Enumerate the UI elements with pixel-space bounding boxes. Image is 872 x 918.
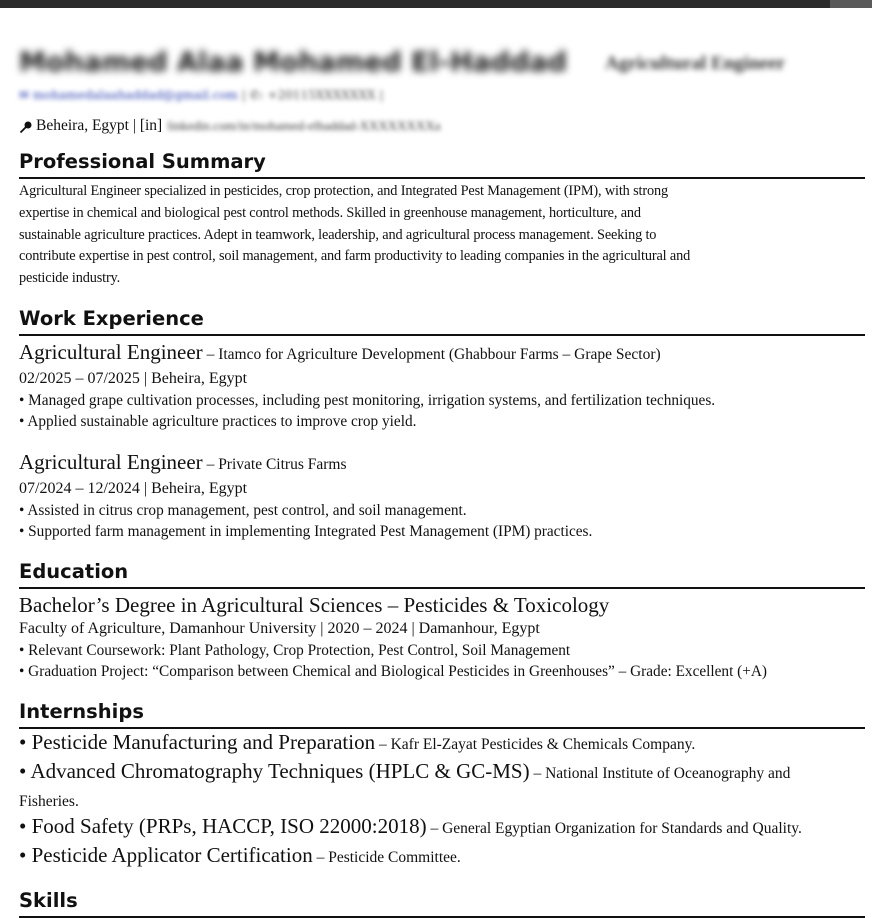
- internship-org: – National Institute of Oceanography and: [529, 765, 791, 783]
- summary-line: Agricultural Engineer specialized in pesticides, crop protection, and Integrated Pest Management (IPM), with strong: [19, 183, 668, 199]
- contact-line: [19, 84, 865, 106]
- job-bullet: • Supported farm management in implementing Integrated Pest Management (IPM) practices.: [19, 523, 593, 541]
- job-dates-location: 02/2025 – 07/2025 | Beheira, Egypt: [19, 369, 248, 387]
- internship-name: • Pesticide Applicator Certification: [19, 843, 313, 868]
- resume-page: [19, 38, 865, 918]
- internship-org: – Kafr El-Zayat Pesticides & Chemicals Company.: [375, 735, 696, 753]
- job-role: Agricultural Engineer: [19, 339, 203, 364]
- email-icon: ✉: [19, 88, 33, 102]
- summary-line: sustainable agriculture practices. Adept in teamwork, leadership, and agricultural process management. Seeking to: [19, 226, 657, 243]
- education-heading: Education: [19, 559, 865, 589]
- job-company: – Itamco for Agriculture Development (Ghabbour Farms – Grape Sector): [202, 345, 661, 363]
- internship-item: [19, 758, 865, 788]
- candidate-name: Mohamed Alaa Mohamed El-Haddad: [19, 47, 567, 78]
- education-bullet: • Graduation Project: “Comparison between Chemical and Biological Pesticides in Greenhouses” – Grade: Excellent (+A): [19, 663, 768, 681]
- email-link[interactable]: mohamedalaahaddad@gmail.com: [32, 88, 238, 102]
- phone-number: | ✆: +20115XXXXXXX |: [241, 88, 384, 102]
- window-top-bar-edge: [830, 0, 872, 8]
- summary-line: contribute expertise in pest control, soil management, and farm productivity to leading companies in the agricultural and: [19, 248, 691, 265]
- skills-heading: Skills: [19, 888, 865, 918]
- summary-text: [19, 181, 865, 290]
- job-bullet: • Assisted in citrus crop management, pest control, and soil management.: [19, 501, 467, 519]
- job-dates-location: 07/2024 – 12/2024 | Beheira, Egypt: [19, 479, 248, 497]
- candidate-title: Agricultural Engineer: [604, 53, 785, 74]
- job-heading: [19, 339, 865, 368]
- internship-name: • Advanced Chromatography Techniques (HPLC & GC-MS): [19, 759, 530, 784]
- linkedin-link[interactable]: linkedin.com/in/mohamed-elhaddad-XXXXXXXXa: [167, 118, 441, 133]
- location-text: Beheira, Egypt | [in]: [36, 117, 163, 134]
- window-top-bar: [0, 0, 872, 8]
- job-entry: [19, 339, 865, 433]
- internships-heading: Internships: [19, 699, 865, 729]
- internship-name: • Pesticide Manufacturing and Preparation: [19, 729, 376, 754]
- internship-name: • Food Safety (PRPs, HACCP, ISO 22000:2018): [19, 813, 427, 838]
- resume-header: [19, 38, 865, 78]
- job-bullet: • Managed grape cultivation processes, including pest monitoring, irrigation systems, and fertilization techniques.: [19, 391, 716, 409]
- job-company: – Private Citrus Farms: [202, 455, 347, 473]
- location-line: [19, 115, 865, 137]
- education-bullet: • Relevant Coursework: Plant Pathology, Crop Protection, Pest Control, Soil Management: [19, 641, 571, 659]
- pin-icon: [19, 119, 33, 133]
- internship-org: – General Egyptian Organization for Standards and Quality.: [426, 819, 802, 837]
- experience-heading: Work Experience: [19, 306, 865, 336]
- internship-item: [19, 813, 865, 843]
- internship-item-continued: [19, 788, 865, 813]
- education-details: Faculty of Agriculture, Damanhour University | 2020 – 2024 | Damanhour, Egypt: [19, 619, 540, 637]
- job-role: Agricultural Engineer: [19, 449, 203, 474]
- summary-line: expertise in chemical and biological pest control methods. Skilled in greenhouse management, horticulture, and: [19, 204, 641, 221]
- job-bullet: • Applied sustainable agriculture practices to improve crop yield.: [19, 413, 417, 431]
- internship-item: [19, 842, 865, 872]
- internship-item: [19, 729, 865, 759]
- job-heading: [19, 449, 865, 478]
- degree-title: Bachelor’s Degree in Agricultural Sciences – Pesticides & Toxicology: [19, 592, 610, 617]
- internship-org: – Pesticide Committee.: [312, 849, 461, 867]
- summary-heading: Professional Summary: [19, 149, 865, 179]
- internship-org-continued: Fisheries.: [19, 792, 79, 810]
- job-entry: [19, 449, 865, 543]
- summary-line: pesticide industry.: [19, 270, 121, 287]
